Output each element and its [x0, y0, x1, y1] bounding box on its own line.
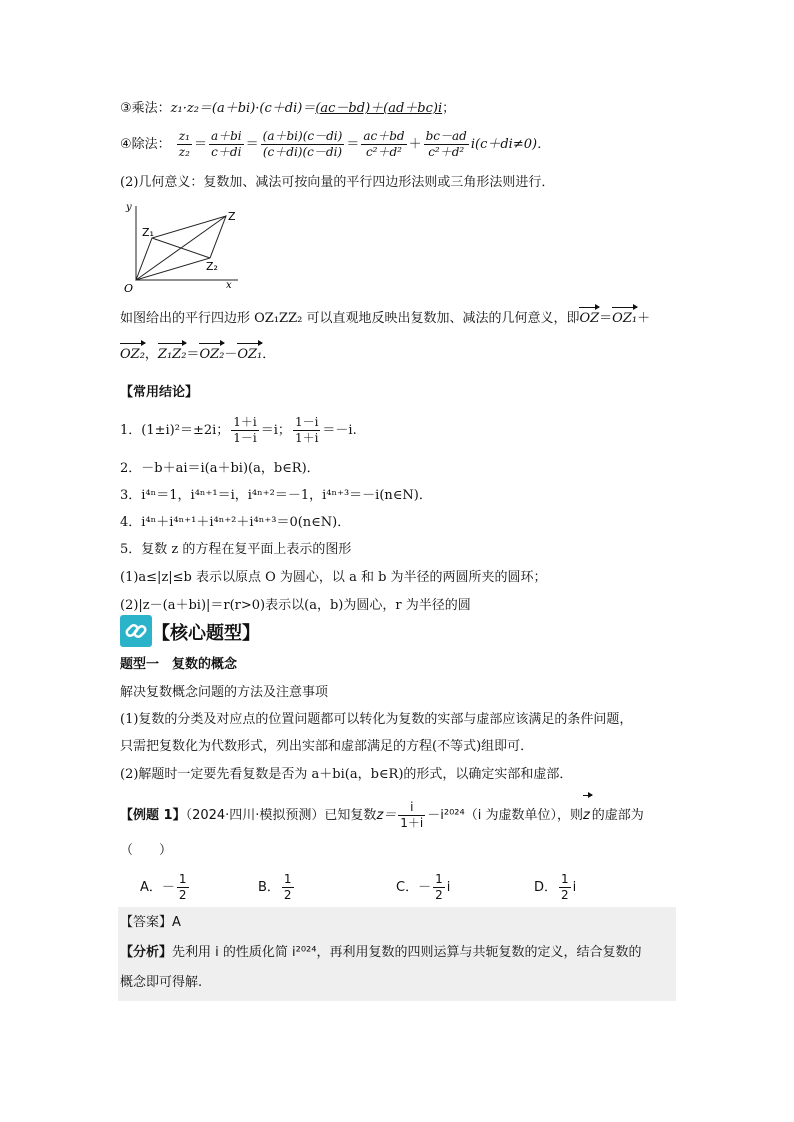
- z2-label: Z₂: [206, 260, 218, 273]
- type1-paragraph-1a: (1)复数的分类及对应点的位置问题都可以转化为复数的实部与虚部应该满足的条件问题，: [120, 712, 633, 727]
- conclusion-5-1: (1)a≤|z|≤b 表示以原点 O 为圆心，以 a 和 b 为半径的两圆所夹的圆环；: [120, 570, 547, 585]
- y-label: y: [126, 202, 132, 213]
- division-line: ④除法： $\frac{\text{z₁}}{\text{z₂}}$ ＝ $\frac{a+bi}{c+di}$ ＝ $\frac{(a+bi)(c-di)}{(c+di)(c-di)}$ ＝ $\frac{ac+bd}{\text{c²＋d²}}$ ＋ $\frac{bc-ad}{\text{c²＋d²}}$ i(c＋di≠0)．: [120, 129, 551, 159]
- o-label: O: [124, 282, 134, 295]
- vector-oz2: OZ₂: [199, 347, 225, 362]
- option-a[interactable]: A．－ $\frac{1}{2}$: [140, 872, 187, 902]
- vector-oz1: OZ₁: [612, 311, 638, 326]
- fraction: $\frac{1}{2}$: [561, 872, 569, 902]
- fraction: $\frac{bc-ad}{\text{c²＋d²}}$: [425, 129, 467, 159]
- diagonal-z1z2: [152, 238, 210, 258]
- answer-line: 【答案】A: [120, 915, 181, 930]
- fraction: $\frac{1}{2}$: [435, 872, 443, 902]
- z1-label: Z₁: [142, 226, 154, 239]
- fraction: $\frac{1-i}{1+i}$: [294, 415, 319, 445]
- conclusion-2: 2．－b＋ai＝i(a＋bi)(a，b∈R)．: [120, 461, 320, 476]
- analysis-line-1: 【分析】先利用 i 的性质化简 i²⁰²⁴，再利用复数的四则运算与共轭复数的定义，结合复数的: [120, 945, 642, 960]
- fraction: $\frac{a+bi}{c+di}$: [210, 129, 242, 159]
- option-c[interactable]: C．－ $\frac{1}{2}$ i: [396, 872, 451, 902]
- fraction: $\frac{(a+bi)(c-di)}{(c+di)(c-di)}$: [262, 129, 343, 159]
- fraction: $\frac{1}{2}$: [283, 872, 292, 902]
- analysis-line-2: 概念即可得解.: [120, 975, 203, 990]
- conclusion-5-2: (2)|z－(a＋bi)|＝r(r>0)表示以(a，b)为圆心，r 为半径的圆: [120, 598, 471, 613]
- z-label: Z: [228, 210, 236, 223]
- fraction: $\frac{1+i}{1-i}$: [233, 415, 257, 445]
- options-row: [140, 870, 660, 906]
- conclusion-1: 1．(1±i)²＝±2i； $\frac{1+i}{1-i}$ ＝i； $\frac{1-i}{1+i}$ ＝－i.: [120, 415, 357, 445]
- type1-subtitle: 解决复数概念问题的方法及注意事项: [120, 685, 329, 700]
- x-label: x: [226, 280, 232, 291]
- option-b[interactable]: B． $\frac{1}{2}$: [258, 872, 292, 902]
- z-conjugate: z: [583, 798, 592, 834]
- fraction: $\frac{\text{z₁}}{\text{z₂}}$: [178, 129, 190, 159]
- multiplication-result: (ac－bd)＋(ad＋bc)i: [315, 101, 443, 116]
- parallelogram-diagram: [118, 200, 258, 296]
- fraction: $\frac{i}{1+i}$: [400, 800, 424, 830]
- parallelogram-text-1: 如图给出的平行四边形 OZ₁ZZ₂ 可以直观地反映出复数加、减法的几何意义，即OZ＝OZ₁＋: [120, 311, 651, 326]
- multiplication-formula: z₁·z₂＝(a＋bi)·(c＋di)＝: [170, 101, 316, 116]
- vector-z1z2: Z₁Z₂: [157, 347, 187, 362]
- type1-paragraph-1b: 只需把复数化为代数形式，列出实部和虚部满足的方程(不等式)组即可．: [120, 739, 534, 754]
- multiplication-line: ③乘法：z₁·z₂＝(a＋bi)·(c＋di)＝(ac－bd)＋(ad＋bc)i；: [120, 101, 456, 116]
- core-banner-title: 【核心题型】: [152, 623, 260, 644]
- example-1: 【例题 1】（2024·四川·模拟预测）已知复数z＝ $\frac{i}{1+i}$ －i²⁰²⁴（i 为虚数单位），则z 的虚部为: [120, 798, 644, 834]
- option-d[interactable]: D． $\frac{1}{2}$ i: [534, 872, 577, 902]
- common-conclusions-title: 【常用结论】: [120, 385, 199, 400]
- conclusion-5: 5．复数 z 的方程在复平面上表示的图形: [120, 542, 352, 557]
- example-paren: （ ）: [120, 843, 173, 858]
- fraction: $\frac{1}{2}$: [178, 872, 187, 902]
- example-label: 【例题 1】: [120, 808, 186, 823]
- multiplication-label: ③乘法：: [120, 101, 171, 116]
- fraction: $\frac{ac+bd}{\text{c²＋d²}}$: [363, 129, 405, 159]
- geometry-line: (2)几何意义：复数加、减法可按向量的平行四边形法则或三角形法则进行．: [120, 175, 555, 190]
- link-icon: [120, 615, 152, 647]
- type1-title: 题型一 复数的概念: [120, 657, 238, 672]
- type1-paragraph-2: (2)解题时一定要先看复数是否为 a＋bi(a，b∈R)的形式，以确定实部和虚部．: [120, 767, 573, 782]
- vector-oz1: OZ₁: [237, 347, 263, 362]
- conclusion-3: 3．i⁴ⁿ＝1，i⁴ⁿ⁺¹＝i，i⁴ⁿ⁺²＝－1，i⁴ⁿ⁺³＝－i(n∈N)．: [120, 488, 432, 503]
- parallelogram-text-2: OZ₂，Z₁Z₂＝OZ₂－OZ₁．: [120, 347, 276, 362]
- vector-oz: OZ: [579, 311, 600, 326]
- vector-oz2: OZ₂: [120, 347, 145, 362]
- conclusion-4: 4．i⁴ⁿ＋i⁴ⁿ⁺¹＋i⁴ⁿ⁺²＋i⁴ⁿ⁺³＝0(n∈N)．: [120, 515, 351, 530]
- division-label: ④除法：: [120, 137, 171, 152]
